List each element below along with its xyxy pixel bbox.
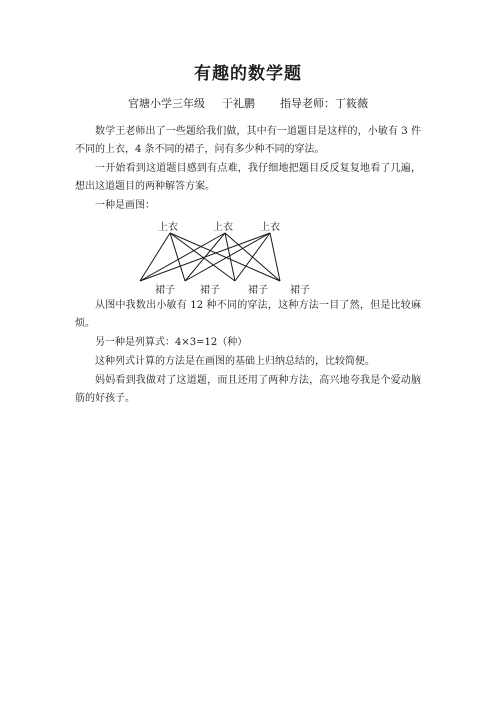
paragraph-approach: 一开始看到这道题目感到有点难，我仔细地把题目反反复复地看了几遍，想出这道题目的两种解答方案。	[75, 163, 421, 192]
skirt-label-3: 裙子	[248, 285, 268, 296]
top-label-3: 上衣	[260, 222, 280, 233]
skirt-label-2: 裙子	[200, 285, 220, 296]
line-top1-skirt1	[140, 233, 170, 281]
line-top3-skirt1	[140, 233, 270, 281]
connection-lines	[140, 233, 280, 281]
paragraph-problem: 数学王老师出了一些题给我们做，其中有一道题目是这样的，小敏有 3 件不同的上衣，4 条不同的裙子，问有多少种不同的穿法。	[75, 126, 421, 155]
top-label-2: 上衣	[213, 222, 233, 233]
paragraph-conclusion: 妈妈看到我做对了这道题，而且还用了两种方法，高兴地夸我是个爱动脑筋的好孩子。	[75, 375, 421, 404]
page-title: 有趣的数学题	[194, 64, 302, 84]
byline	[0, 95, 496, 111]
paragraph-method-equation: 另一种是列算式：4×3=12（种）	[95, 337, 248, 348]
skirt-label-4: 裙子	[290, 285, 310, 296]
school-class: 官塘小学三年级	[128, 97, 205, 110]
teacher-name: 指导老师：丁筱薇	[280, 97, 368, 110]
author-name: 于礼鹏	[222, 97, 255, 110]
paragraph-method-drawing: 一种是画图：	[95, 200, 155, 211]
paragraph-equation-note: 这种列式计算的方法是在画图的基础上归纳总结的，比较简便。	[95, 356, 375, 367]
line-top3-skirt2	[185, 233, 270, 281]
paragraph-drawing-result: 从图中我数出小敏有 12 种不同的穿法，这种方法一目了然，但是比较麻烦。	[75, 300, 421, 329]
top-label-1: 上衣	[158, 222, 178, 233]
skirt-label-1: 裙子	[155, 285, 175, 296]
combination-diagram	[130, 218, 330, 298]
